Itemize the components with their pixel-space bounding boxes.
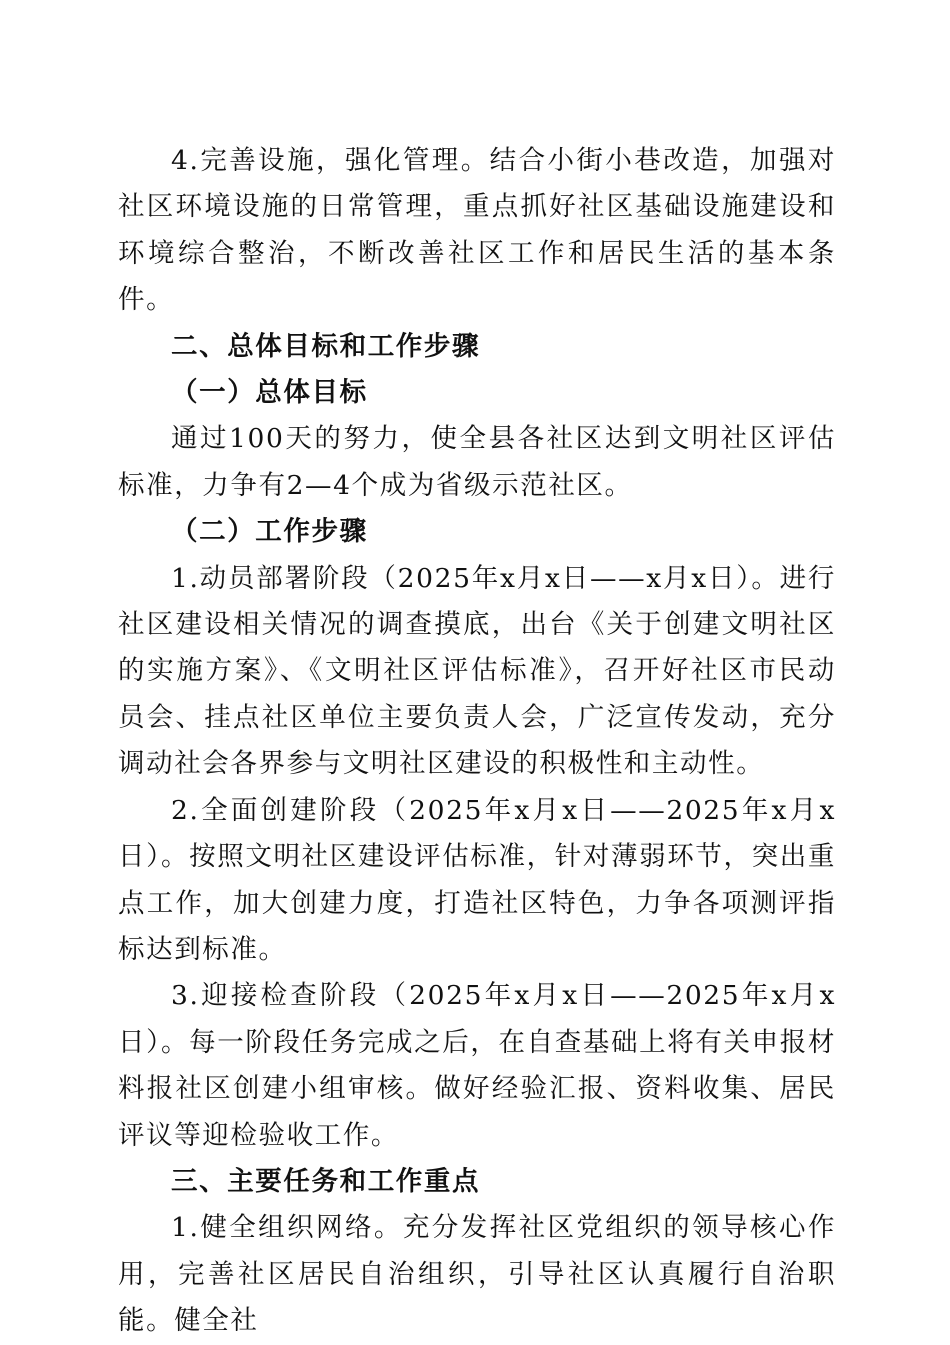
subheading-work-steps: （二）工作步骤 — [171, 516, 368, 548]
paragraph-step-mobilization: 1.动员部署阶段（2025年x月x日——x月x日）。进行社区建设相关情况的调查摸底，出台《关于创建文明社区的实施方案》、《文明社区评估标准》，召开好社区市民动员会、挂点社区单位主要负责人会，广泛宣传发动，充分调动社会各界参与文明社区建设的积极性和主动性。 — [118, 562, 836, 780]
document-body — [118, 138, 836, 1345]
section-heading-goals-steps: 二、总体目标和工作步骤 — [171, 330, 481, 362]
paragraph-step-inspection: 3.迎接检查阶段（2025年x月x日——2025年x月x日）。每一阶段任务完成之后，在自查基础上将有关申报材料报社区创建小组审核。做好经验汇报、资料收集、居民评议等迎检验收工作。 — [118, 980, 836, 1151]
paragraph-organization-network: 1.健全组织网络。充分发挥社区党组织的领导核心作用，完善社区居民自治组织，引导社区认真履行自治职能。健全社 — [118, 1212, 836, 1337]
subheading-overall-goal: （一）总体目标 — [171, 377, 368, 409]
paragraph-facilities: 4.完善设施，强化管理。结合小街小巷改造，加强对社区环境设施的日常管理，重点抓好社区基础设施建设和环境综合整治，不断改善社区工作和居民生活的基本条件。 — [118, 145, 836, 316]
paragraph-overall-goal: 通过100天的努力，使全县各社区达到文明社区评估标准，力争有2—4个成为省级示范社区。 — [118, 423, 836, 501]
paragraph-step-creation: 2.全面创建阶段（2025年x月x日——2025年x月x日）。按照文明社区建设评估标准，针对薄弱环节，突出重点工作，加大创建力度，打造社区特色，力争各项测评指标达到标准。 — [118, 794, 836, 965]
section-heading-main-tasks: 三、主要任务和工作重点 — [171, 1165, 481, 1197]
